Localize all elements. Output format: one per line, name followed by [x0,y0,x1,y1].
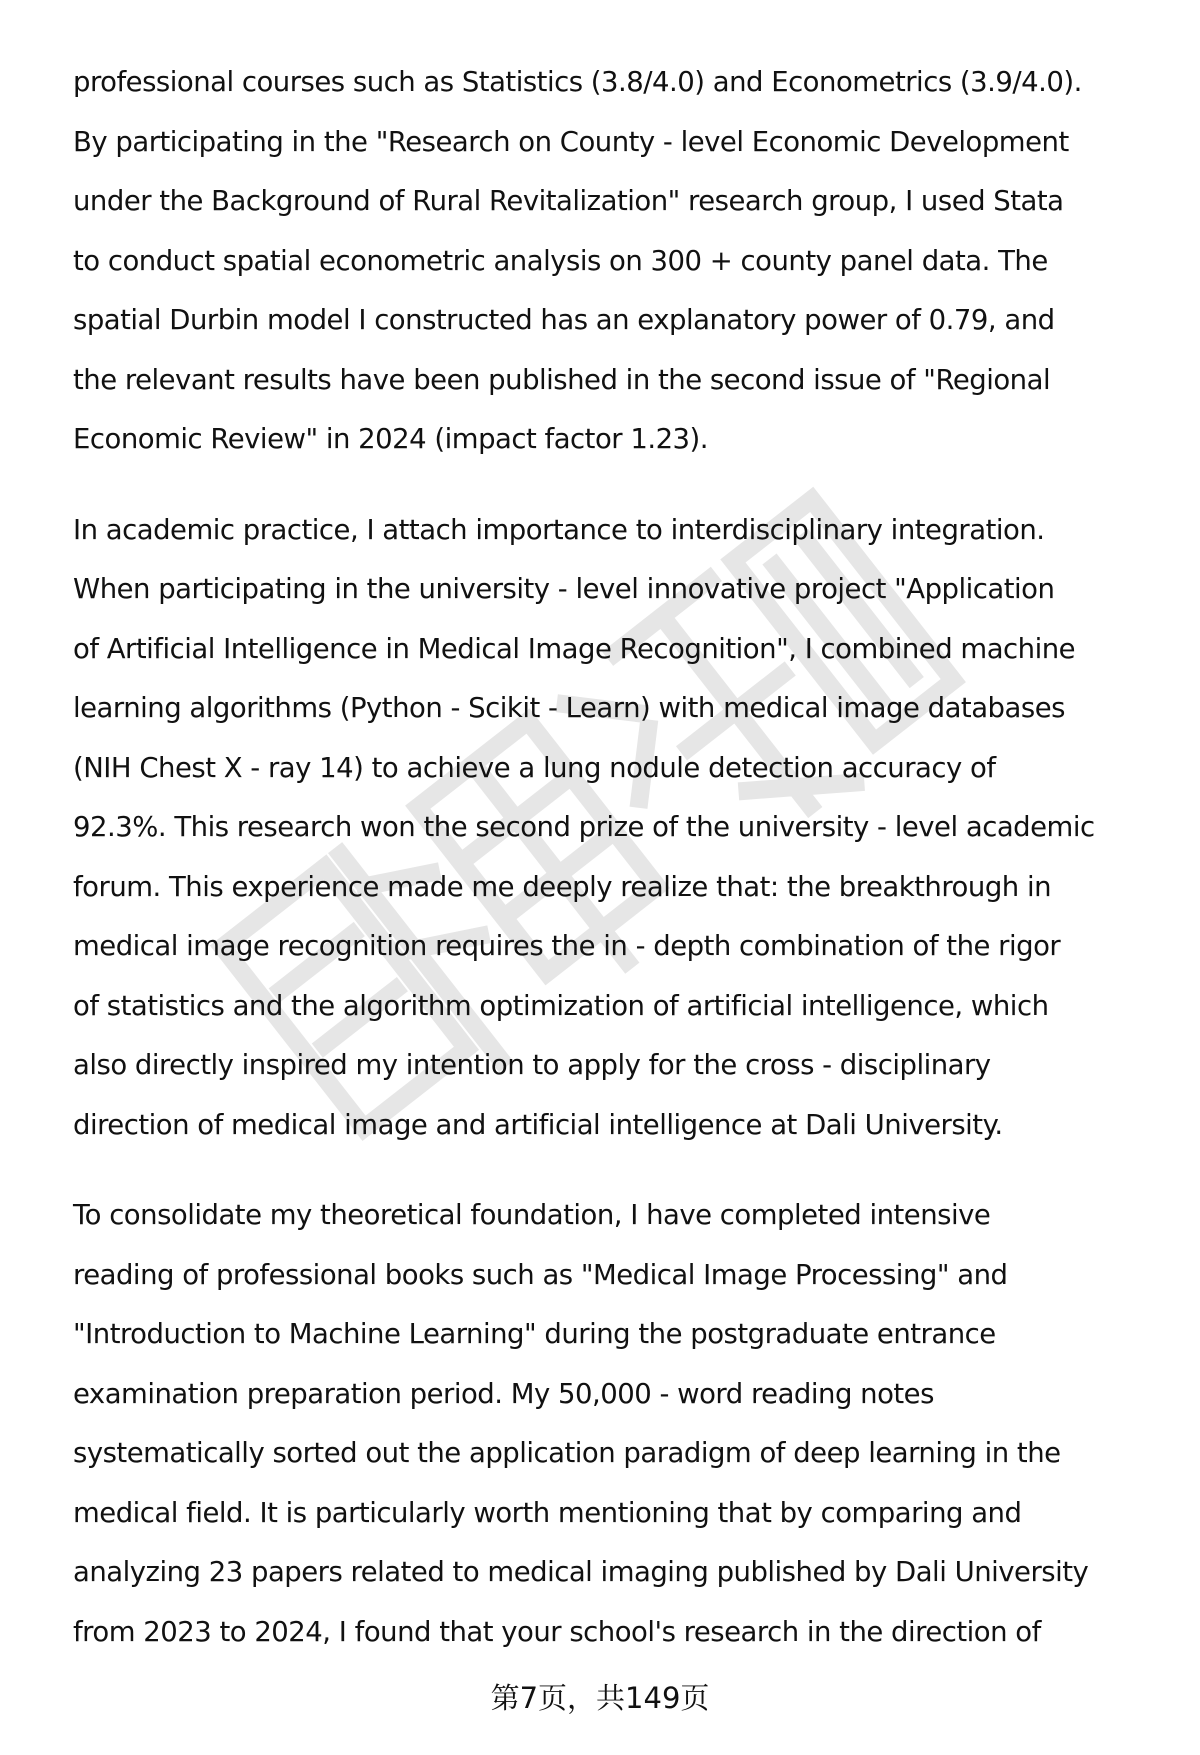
paragraph: In academic practice, I attach importance to interdisciplinary integration. When participating in the university - level innovative project "Application of Artificial Intelligence in Medical Image Recognition", I combined machine learning algorithms (Python - Scikit - Learn) with medical image databases (NIH Chest X - ray 14) to achieve a lung nodule detection accuracy of 92.3%. This research won the second prize of the university - level academic forum. This experience made me deeply realize that: the breakthrough in medical image recognition requires the in - depth combination of the rigor of statistics and the algorithm optimization of artificial intelligence, which also directly inspired my intention to apply for the cross - disciplinary direction of medical image and artificial intelligence at Dali University. [73,513,1095,1141]
paragraph: To consolidate my theoretical foundation, I have completed intensive reading of professional books such as "Medical Image Processing" and "Introduction to Machine Learning" during the postgraduate entrance examination preparation period. My 50,000 - word reading notes systematically sorted out the application paradigm of deep learning in the medical field. It is particularly worth mentioning that by comparing and analyzing 23 papers related to medical imaging published by Dali University from 2023 to 2024, I found that your school's research in the direction of [73,1199,1089,1648]
page-number-footer: 第7页，共149页 [490,1681,710,1715]
document-body [73,53,1173,1693]
paragraph: professional courses such as Statistics (3.8/4.0) and Econometrics (3.9/4.0). By participating in the "Research on County - level Economic Development under the Background of Rural Revitalization" research group, I used Stata to conduct spatial econometric analysis on 300 + county panel data. The spatial Durbin model I constructed has an explanatory power of 0.79, and the relevant results have been published in the second issue of "Regional Economic Review" in 2024 (impact factor 1.23). [73,66,1082,455]
